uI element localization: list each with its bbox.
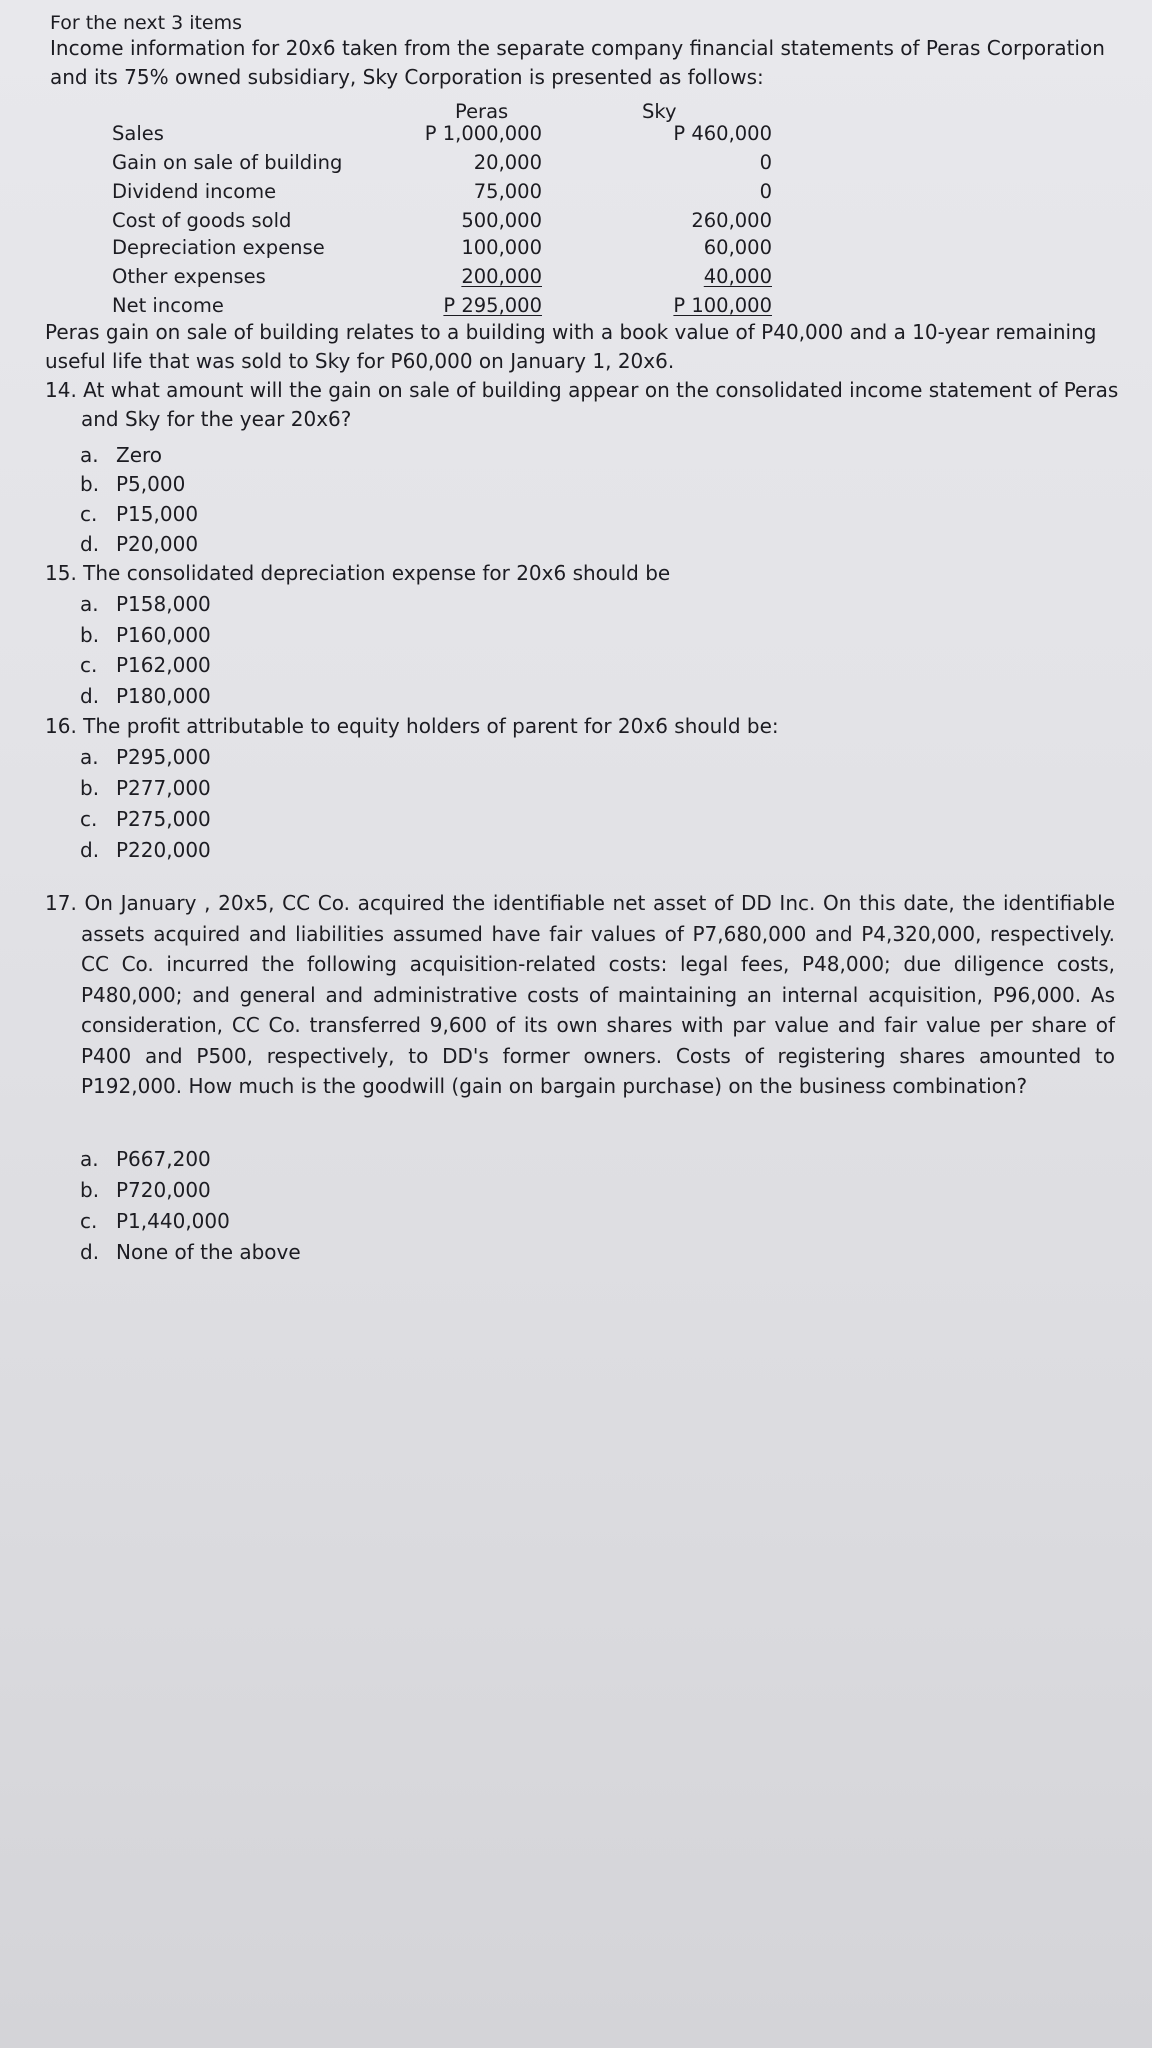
option-text: P295,000 [116, 745, 211, 769]
option-letter: b. [80, 472, 100, 496]
sky-value: 60,000 [703, 236, 772, 259]
row-label: Depreciation expense [112, 236, 325, 259]
column-header-sky: Sky [642, 100, 677, 123]
option-text: P277,000 [116, 776, 211, 800]
peras-value: 100,000 [461, 236, 542, 259]
q15-option-a [80, 590, 211, 619]
q17-option-c [80, 1207, 230, 1236]
building-note: Peras gain on sale of building relates to a building with a book value of P40,000 and a 10-year remaining useful life that was sold to Sky for P60,000 on January 1, 20x6. [45, 320, 1097, 373]
option-letter: c. [80, 502, 98, 526]
peras-value: P 295,000 [443, 294, 542, 317]
q14-option-c [80, 500, 198, 529]
q16-option-d [80, 836, 211, 865]
sky-value: 40,000 [703, 265, 772, 288]
sky-value: P 460,000 [673, 122, 772, 145]
q15-option-d [80, 682, 211, 711]
option-letter: b. [80, 776, 100, 800]
q17-option-a [80, 1145, 211, 1174]
option-letter: d. [80, 684, 100, 708]
q16-option-a [80, 743, 211, 772]
option-letter: a. [80, 443, 99, 467]
peras-value: 200,000 [461, 265, 542, 288]
option-letter: b. [80, 1178, 100, 1202]
q15-option-c [80, 651, 211, 680]
peras-value: P 1,000,000 [424, 122, 542, 145]
option-text: P180,000 [116, 684, 211, 708]
table-row [112, 122, 772, 151]
q14-option-b [80, 470, 185, 499]
q16-option-b [80, 774, 211, 803]
row-label: Cost of goods sold [112, 209, 292, 232]
q14-option-a [80, 441, 162, 470]
option-letter: b. [80, 623, 100, 647]
option-text: P1,440,000 [116, 1209, 230, 1233]
q15-option-b [80, 621, 211, 650]
question-16: 16. The profit attributable to equity holders of parent for 20x6 should be: [45, 714, 779, 738]
option-letter: d. [80, 1240, 100, 1264]
q16-option-c [80, 805, 211, 834]
table-row [112, 151, 772, 180]
row-label: Other expenses [112, 265, 266, 288]
option-text: P275,000 [116, 807, 211, 831]
peras-value: 20,000 [473, 151, 542, 174]
option-text: P162,000 [116, 653, 211, 677]
sky-value: 0 [759, 180, 772, 203]
question-15: 15. The consolidated depreciation expense for 20x6 should be [45, 561, 671, 585]
option-text: P160,000 [116, 623, 211, 647]
option-letter: d. [80, 838, 100, 862]
table-row [112, 209, 772, 238]
sky-value: P 100,000 [673, 294, 772, 317]
q17-option-b [80, 1176, 211, 1205]
option-text: P20,000 [116, 532, 199, 556]
option-letter: c. [80, 807, 98, 831]
q17-option-d [80, 1238, 301, 1267]
peras-value: 75,000 [473, 180, 542, 203]
question-14: 14. At what amount will the gain on sale of building appear on the consolidated income statement of Peras and Sky for the year 20x6? [45, 378, 1119, 431]
column-header-peras: Peras [455, 100, 509, 123]
option-text: P15,000 [116, 502, 199, 526]
q14-option-d [80, 530, 198, 559]
peras-value: 500,000 [461, 209, 542, 232]
option-letter: d. [80, 532, 100, 556]
option-letter: c. [80, 1209, 98, 1233]
table-row [112, 265, 772, 294]
option-text: P5,000 [116, 472, 186, 496]
table-row [112, 180, 772, 209]
option-text: Zero [116, 443, 163, 467]
row-label: Dividend income [112, 180, 277, 203]
option-letter: a. [80, 745, 99, 769]
option-letter: a. [80, 1147, 99, 1171]
row-label: Gain on sale of building [112, 151, 343, 174]
intro-heading: For the next 3 items [50, 12, 243, 34]
option-letter: a. [80, 592, 99, 616]
option-text: None of the above [116, 1240, 301, 1264]
table-row [112, 236, 772, 265]
option-letter: c. [80, 653, 98, 677]
question-17: 17. On January , 20x5, CC Co. acquired the identifiable net asset of DD Inc. On this date, the identifiable assets acquired and liabilities assumed have fair values of P7,680,000 and P4,320,000, respectively. CC Co. incurred the following acquisition-related costs: legal fees, P48,000; due diligence costs, P480,000; and general and administrative costs of maintaining an internal acquisition, P96,000. As consideration, CC Co. transferred 9,600 of its own shares with par value and fair value per share of P400 and P500, respectively, to DD's former owners. Costs of registering shares amounted to P192,000. How much is the goodwill (gain on bargain purchase) on the business combination? [45, 891, 1115, 1098]
row-label: Net income [112, 294, 224, 317]
sky-value: 260,000 [691, 209, 772, 232]
intro-text: Income information for 20x6 taken from the separate company financial statements of Peras Corporation and its 75% owned subsidiary, Sky Corporation is presented as follows: [50, 36, 1105, 89]
option-text: P720,000 [116, 1178, 211, 1202]
option-text: P667,200 [116, 1147, 211, 1171]
option-text: P158,000 [116, 592, 211, 616]
sky-value: 0 [759, 151, 772, 174]
row-label: Sales [112, 122, 164, 145]
option-text: P220,000 [116, 838, 211, 862]
